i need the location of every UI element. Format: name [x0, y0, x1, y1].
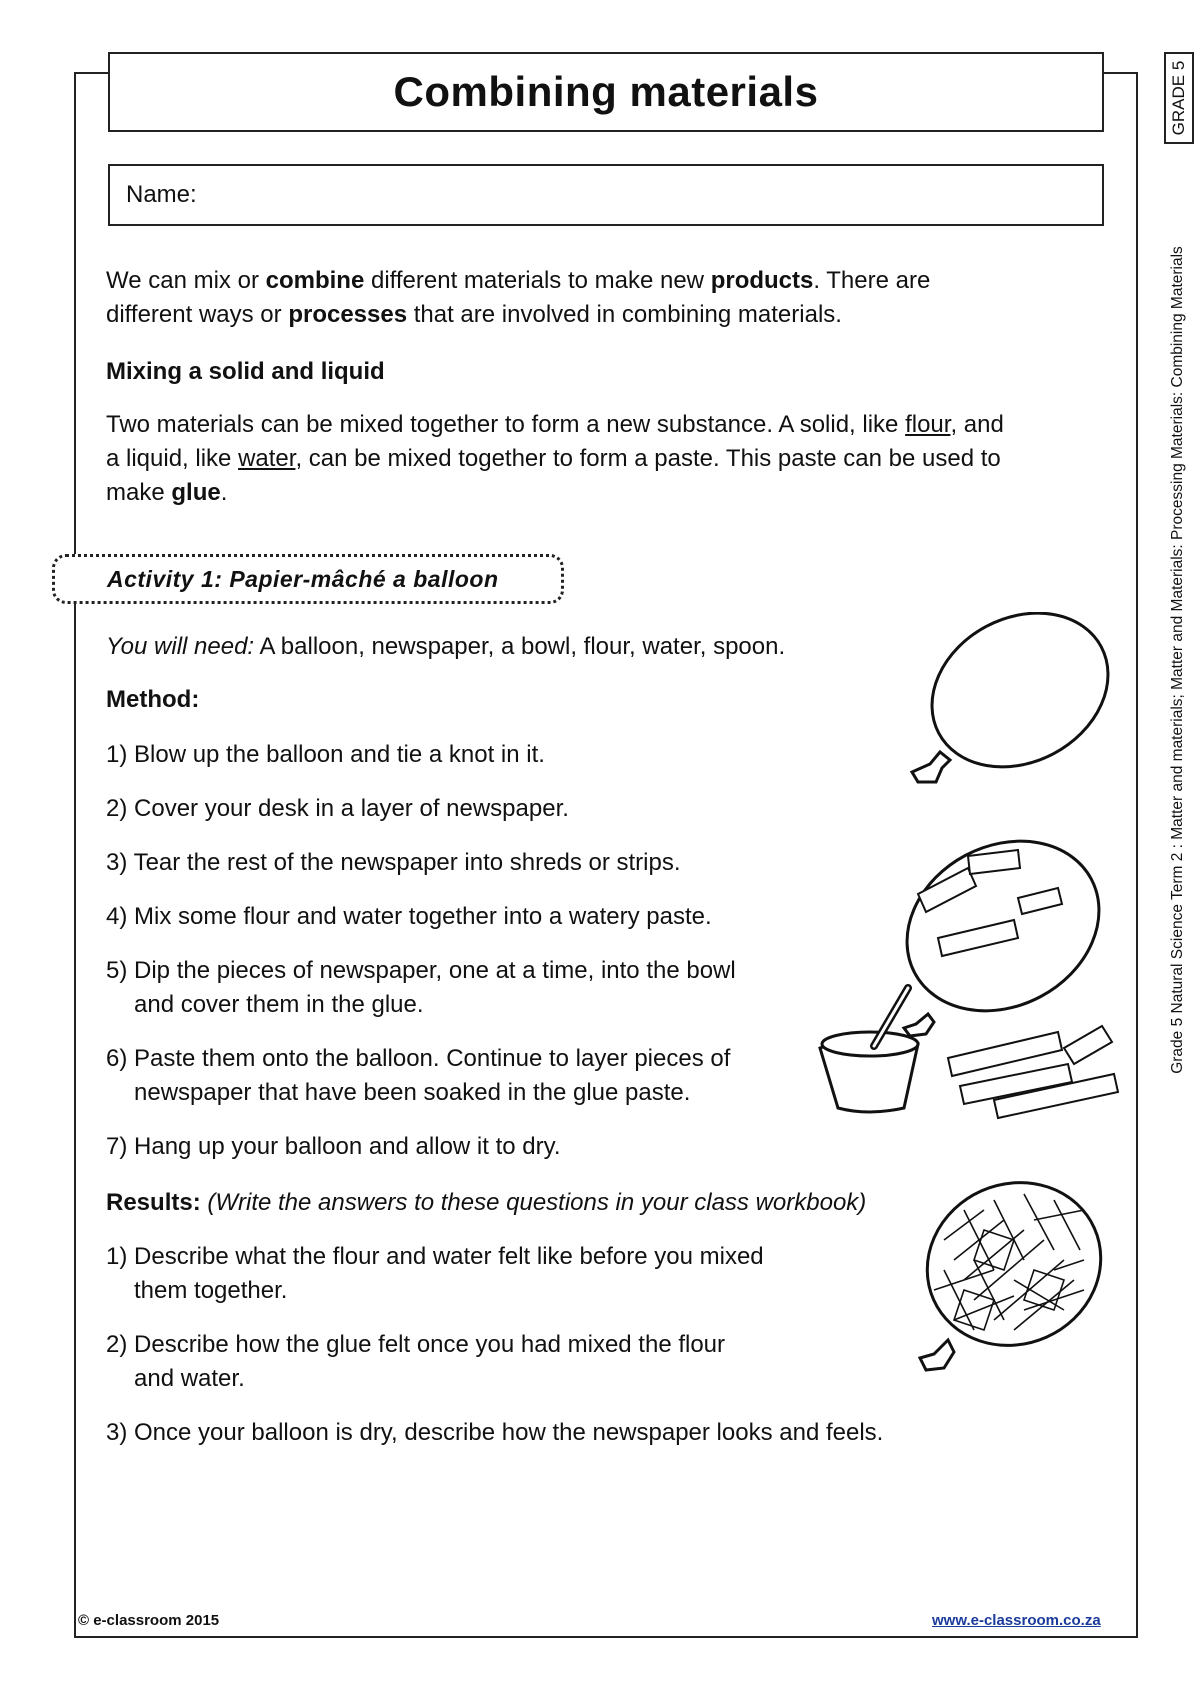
page-title: Combining materials — [393, 68, 819, 115]
balloon-illustration — [900, 612, 1110, 792]
result-question: 3) Once your balloon is dry, describe how the newspaper looks and feels. — [106, 1419, 884, 1446]
method-step: 2) Cover your desk in a layer of newspaper. — [106, 795, 569, 822]
side-caption: Grade 5 Natural Science Term 2 : Matter and materials; Matter and Materials: Processing Materials: Combining Materials — [1169, 246, 1186, 1074]
papier-mache-illustration — [818, 838, 1128, 1128]
result-question: 2) Describe how the glue felt once you had mixed the flour and water. — [106, 1331, 726, 1392]
method-step: 5) Dip the pieces of newspaper, one at a time, into the bowl and cover them in the glue. — [106, 957, 736, 1018]
grade-tab — [1164, 52, 1194, 144]
section-paragraph: Two materials can be mixed together to form a new substance. A solid, like flour, and a liquid, like water, can be mixed together to form a paste. This paste can be used to make glue. — [106, 411, 1004, 506]
method-heading: Method: — [106, 686, 200, 713]
intro-paragraph: We can mix or combine different materials to make new products. There are different ways or processes that are involved in combining materials. — [106, 267, 931, 328]
results-heading: Results: (Write the answers to these questions in your class workbook) — [106, 1189, 867, 1216]
method-step: 3) Tear the rest of the newspaper into shreds or strips. — [106, 849, 681, 876]
finished-balloon-illustration — [904, 1170, 1104, 1390]
you-will-need: You will need: A balloon, newspaper, a bowl, flour, water, spoon. — [106, 633, 786, 660]
website-link[interactable]: www.e-classroom.co.za — [932, 1612, 1101, 1629]
name-label: Name: — [126, 181, 197, 208]
activity-title: Activity 1: Papier-mâché a balloon — [52, 554, 564, 604]
method-step: 4) Mix some flour and water together into a watery paste. — [106, 903, 712, 930]
title-box — [108, 52, 1104, 132]
section-heading: Mixing a solid and liquid — [106, 358, 385, 385]
name-field[interactable] — [108, 164, 1104, 226]
method-step: 6) Paste them onto the balloon. Continue to layer pieces of newspaper that have been soaked in the glue paste. — [106, 1045, 731, 1106]
copyright: © e-classroom 2015 — [78, 1612, 220, 1629]
method-step: 1) Blow up the balloon and tie a knot in it. — [106, 741, 545, 768]
grade-tab-label: GRADE 5 — [1169, 60, 1188, 136]
method-step: 7) Hang up your balloon and allow it to dry. — [106, 1133, 561, 1160]
result-question: 1) Describe what the flour and water felt like before you mixed them together. — [106, 1243, 764, 1304]
